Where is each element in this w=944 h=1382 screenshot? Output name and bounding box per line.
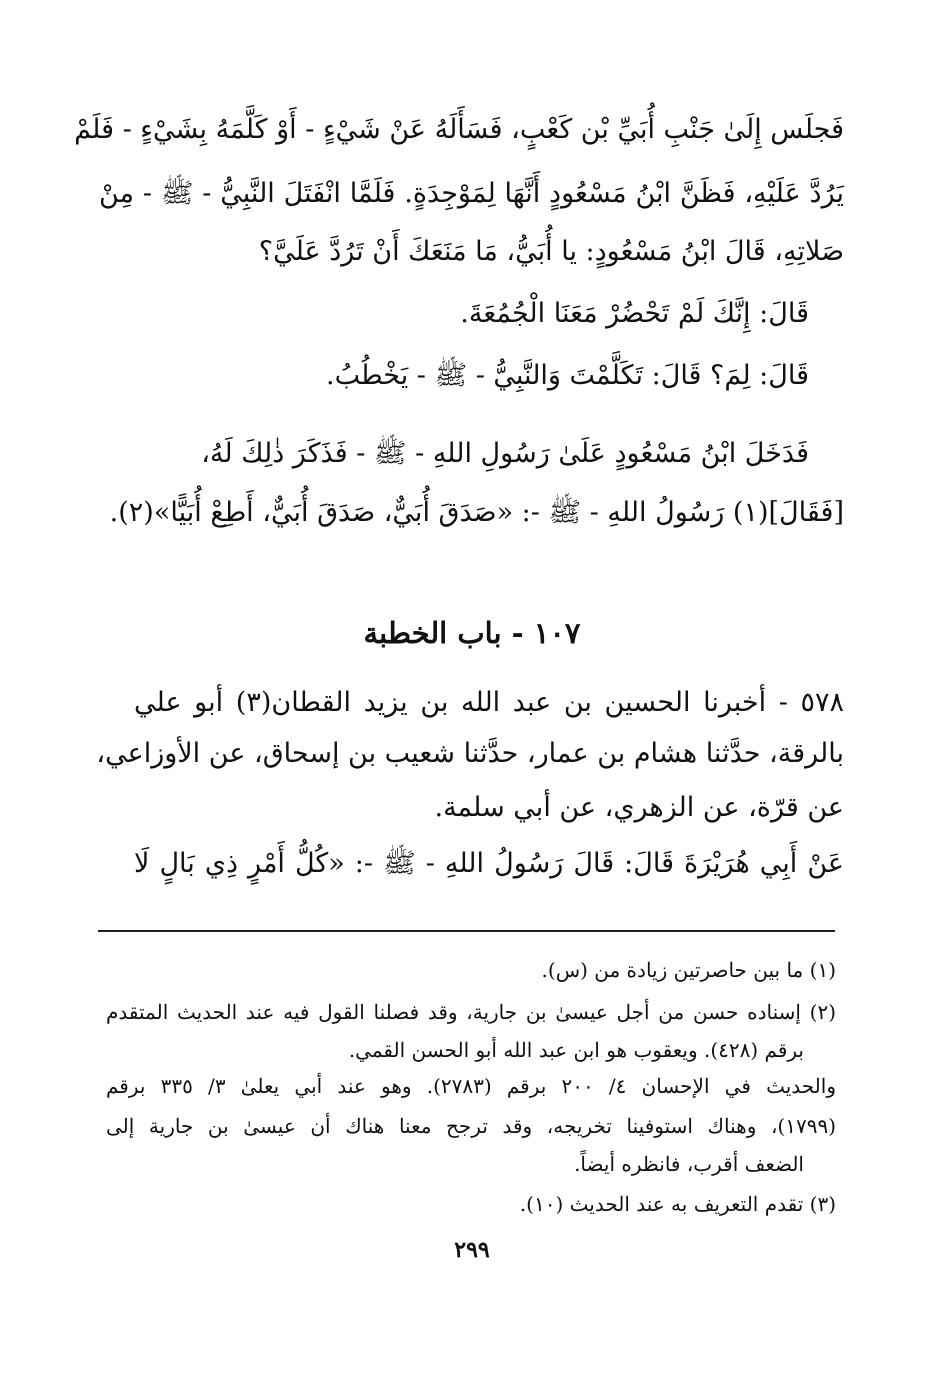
body-line-7: [فَقَالَ](١) رَسُولُ اللهِ - ﷺ -: «صَدَقَ أُبَيٌّ، صَدَقَ أُبَيٌّ، أَطِعْ أُبَيًّا»(٢).: [109, 497, 844, 528]
hadith-line-3: عن قرّة، عن الزهري، عن أبي سلمة.: [434, 792, 844, 823]
body-line-3: صَلاتِهِ، قَالَ ابْنُ مَسْعُودٍ: يا أُبَيُّ، مَا مَنَعَكَ أَنْ تَرُدَّ عَلَيَّ؟: [258, 236, 844, 267]
page-number: ٢٩٩: [454, 1237, 490, 1263]
hadith-line-4: عَنْ أَبِي هُرَيْرَةَ قَالَ: قَالَ رَسُولُ اللهِ - ﷺ -: «كُلُّ أَمْرٍ ذِي بَالٍ لَا: [134, 848, 844, 879]
footnote-1: (١) ما بين حاصرتين زيادة من (س).: [541, 958, 836, 982]
hadith-line-2: بالرقة، حدَّثنا هشام بن عمار، حدَّثنا شعيب بن إسحاق، عن الأوزاعي،: [96, 738, 844, 769]
body-line-4: قَالَ: إِنَّكَ لَمْ تَحْضُرْ مَعَنَا الْجُمُعَةَ.: [460, 298, 809, 329]
footnote-3: (٣) تقدم التعريف به عند الحديث (١٠).: [519, 1192, 836, 1216]
hadith-line-1: ٥٧٨ - أخبرنا الحسين بن عبد الله بن يزيد القطان(٣) أبو علي: [134, 687, 845, 718]
body-line-5: قَالَ: لِمَ؟ قَالَ: تَكَلَّمْتَ وَالنَّبِيُّ - ﷺ - يَخْطُبُ.: [326, 360, 809, 391]
footnote-2-line-1: (٢) إسناده حسن من أجل عيسىٰ بن جارية، وقد فصلنا القول فيه عند الحديث المتقدم: [106, 1000, 836, 1024]
chapter-title: ١٠٧ - باب الخطبة: [363, 616, 581, 650]
footnote-2-line-2: برقم (٤٢٨). ويعقوب هو ابن عبد الله أبو الحسن القمي.: [348, 1038, 804, 1062]
body-line-6: فَدَخَلَ ابْنُ مَسْعُودٍ عَلَىٰ رَسُولِ اللهِ - ﷺ - فَذَكَرَ ذٰلِكَ لَهُ،: [201, 438, 809, 469]
body-line-2: يَرُدَّ عَلَيْهِ، فَظَنَّ ابْنُ مَسْعُودٍ أَنَّهَا لِمَوْجِدَةٍ. فَلَمَّا انْفَتَلَ النَّبِيُّ - ﷺ - مِنْ: [99, 178, 844, 209]
footnote-separator: [98, 930, 835, 932]
footnote-2-line-4: (١٧٩٩)، وهناك استوفينا تخريجه، وقد ترجح معنا هناك أن عيسىٰ بن جارية إلى: [106, 1114, 836, 1138]
footnote-2-line-3: والحديث في الإحسان ٤/ ٢٠٠ برقم (٢٧٨٣). وهو عند أبي يعلىٰ ٣/ ٣٣٥ برقم: [106, 1074, 836, 1098]
footnote-2-line-5: الضعف أقرب، فانظره أيضاً.: [574, 1152, 804, 1176]
body-line-1: فَجلَس إِلَىٰ جَنْبِ أُبَيِّ بْن كَعْبٍ، فَسَأَلَهُ عَنْ شَيْءٍ - أَوْ كَلَّمَهُ بِشَيْءٍ - فَلَمْ: [74, 114, 844, 145]
